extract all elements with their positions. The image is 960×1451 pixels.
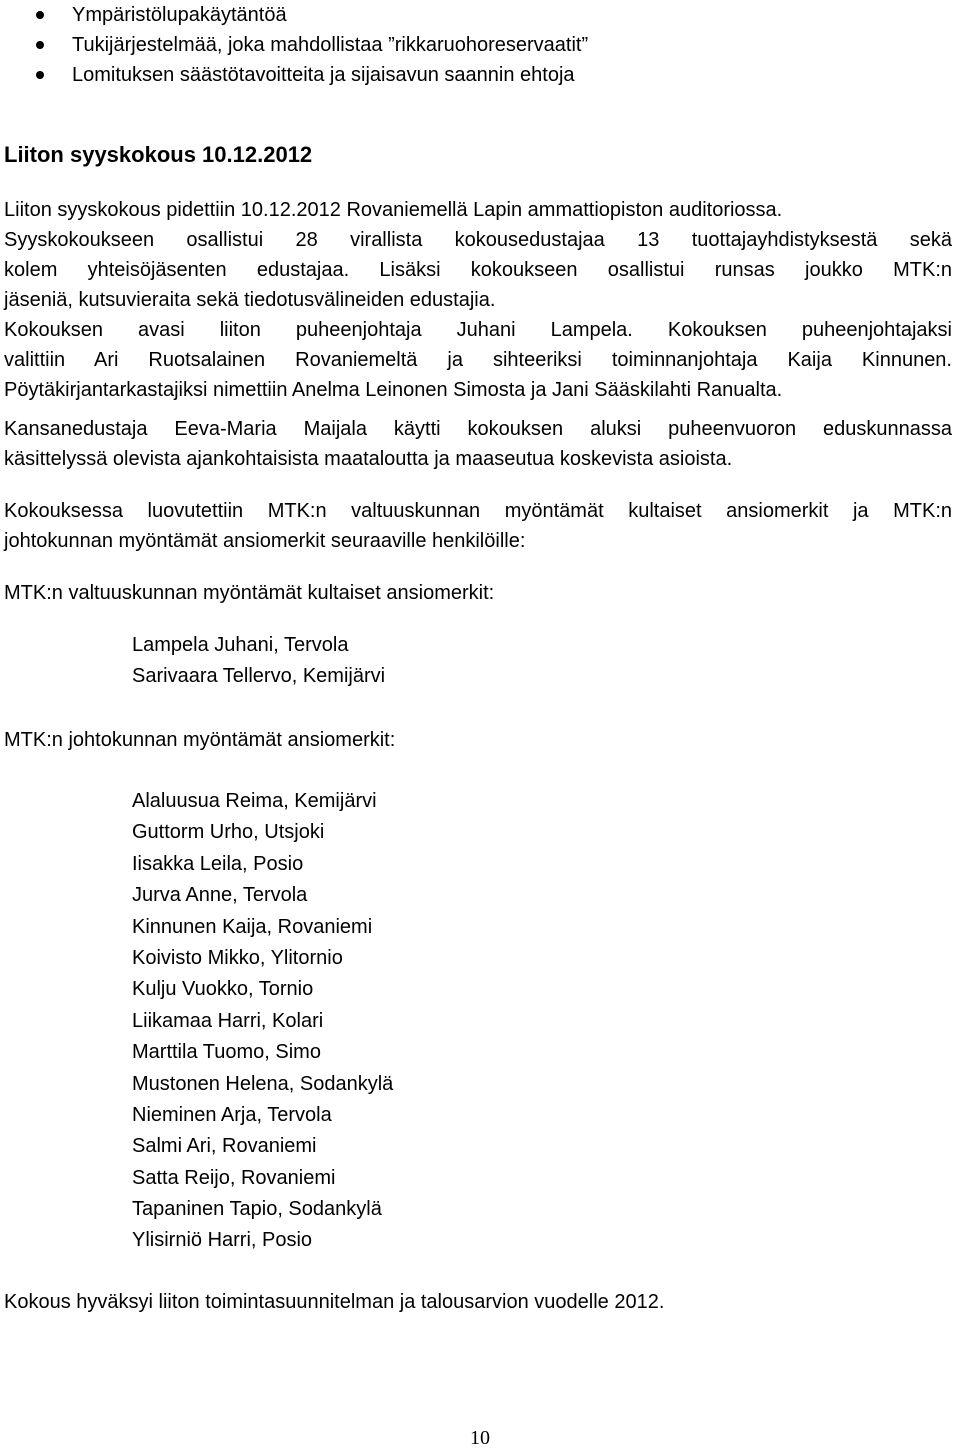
list-item: Salmi Ari, Rovaniemi xyxy=(132,1135,317,1158)
paragraph-line: Pöytäkirjantarkastajiksi nimettiin Anelma Leinonen Simosta ja Jani Sääskilahti Ranualta. xyxy=(4,379,783,401)
closing-paragraph: Kokous hyväksyi liiton toimintasuunnitelman ja talousarvion vuodelle 2012. xyxy=(4,1291,665,1313)
paragraph-line: Liiton syyskokous pidettiin 10.12.2012 Rovaniemellä Lapin ammattiopiston auditoriossa. xyxy=(4,199,783,221)
gold-recipients-list xyxy=(132,630,385,693)
list-item: Ympäristölupakäytäntöä xyxy=(4,0,588,30)
list-item: Ylisirniö Harri, Posio xyxy=(132,1229,313,1252)
list-item: Nieminen Arja, Tervola xyxy=(132,1103,332,1126)
paragraph-line: Kokouksessa luovutettiin MTK:n valtuuskunnan myöntämät kultaiset ansiomerkit ja MTK:n xyxy=(4,500,952,522)
list-item: Koivisto Mikko, Ylitornio xyxy=(132,946,343,969)
paragraph-line: kolem yhteisöjäsenten edustajaa. Lisäksi kokoukseen osallistui runsas joukko MTK:n xyxy=(4,259,952,281)
list-item: Kinnunen Kaija, Rovaniemi xyxy=(132,915,373,938)
list-item: Sarivaara Tellervo, Kemijärvi xyxy=(132,665,386,688)
bullet-icon xyxy=(36,11,44,19)
gold-awards-label: MTK:n valtuuskunnan myöntämät kultaiset ansiomerkit: xyxy=(4,582,495,604)
bullet-icon xyxy=(36,71,44,79)
paragraph-line: Syyskokoukseen osallistui 28 virallista kokousedustajaa 13 tuottajayhdistyksestä sekä xyxy=(4,229,952,251)
paragraph-line: Kokouksen avasi liiton puheenjohtaja Juhani Lampela. Kokouksen puheenjohtajaksi xyxy=(4,319,952,341)
list-item: Marttila Tuomo, Simo xyxy=(132,1041,321,1064)
list-item: Jurva Anne, Tervola xyxy=(132,884,308,907)
board-recipients-list xyxy=(132,786,393,1257)
awards-paragraph xyxy=(4,496,952,556)
page-number: 10 xyxy=(470,1427,490,1449)
section-heading: Liiton syyskokous 10.12.2012 xyxy=(4,142,313,167)
paragraph-line: käsittelyssä olevista ajankohtaisista maataloutta ja maaseutua koskevista asioista. xyxy=(4,448,733,470)
paragraph-line: jäseniä, kutsuvieraita sekä tiedotusvälineiden edustajia. xyxy=(4,289,496,311)
bullet-icon xyxy=(36,41,44,49)
list-item: Alaluusua Reima, Kemijärvi xyxy=(132,790,377,812)
list-item: Guttorm Urho, Utsjoki xyxy=(132,821,325,844)
paragraph-line: johtokunnan myöntämät ansiomerkit seuraaville henkilöille: xyxy=(4,530,526,552)
paragraph-line: valittiin Ari Ruotsalainen Rovaniemeltä ja sihteeriksi toiminnanjohtaja Kaija Kinnunen. xyxy=(4,349,952,371)
paragraph-line: Kansanedustaja Eeva-Maria Maijala käytti kokouksen aluksi puheenvuoron eduskunnassa xyxy=(4,418,952,440)
list-item: Kulju Vuokko, Tornio xyxy=(132,978,314,1001)
list-item: Lomituksen säästötavoitteita ja sijaisavun saannin ehtoja xyxy=(4,60,588,90)
list-item: Tukijärjestelmää, joka mahdollistaa ”rikkaruohoreservaatit” xyxy=(4,30,588,60)
list-item: Lampela Juhani, Tervola xyxy=(132,634,349,656)
list-item: Tapaninen Tapio, Sodankylä xyxy=(132,1198,382,1221)
list-item: Liikamaa Harri, Kolari xyxy=(132,1009,324,1032)
list-item: Mustonen Helena, Sodankylä xyxy=(132,1072,394,1095)
meeting-paragraph xyxy=(4,195,952,405)
list-item: Satta Reijo, Rovaniemi xyxy=(132,1166,336,1189)
speech-paragraph xyxy=(4,414,952,474)
bullet-list xyxy=(4,0,588,90)
board-awards-label: MTK:n johtokunnan myöntämät ansiomerkit: xyxy=(4,729,396,751)
list-item: Iisakka Leila, Posio xyxy=(132,852,304,875)
